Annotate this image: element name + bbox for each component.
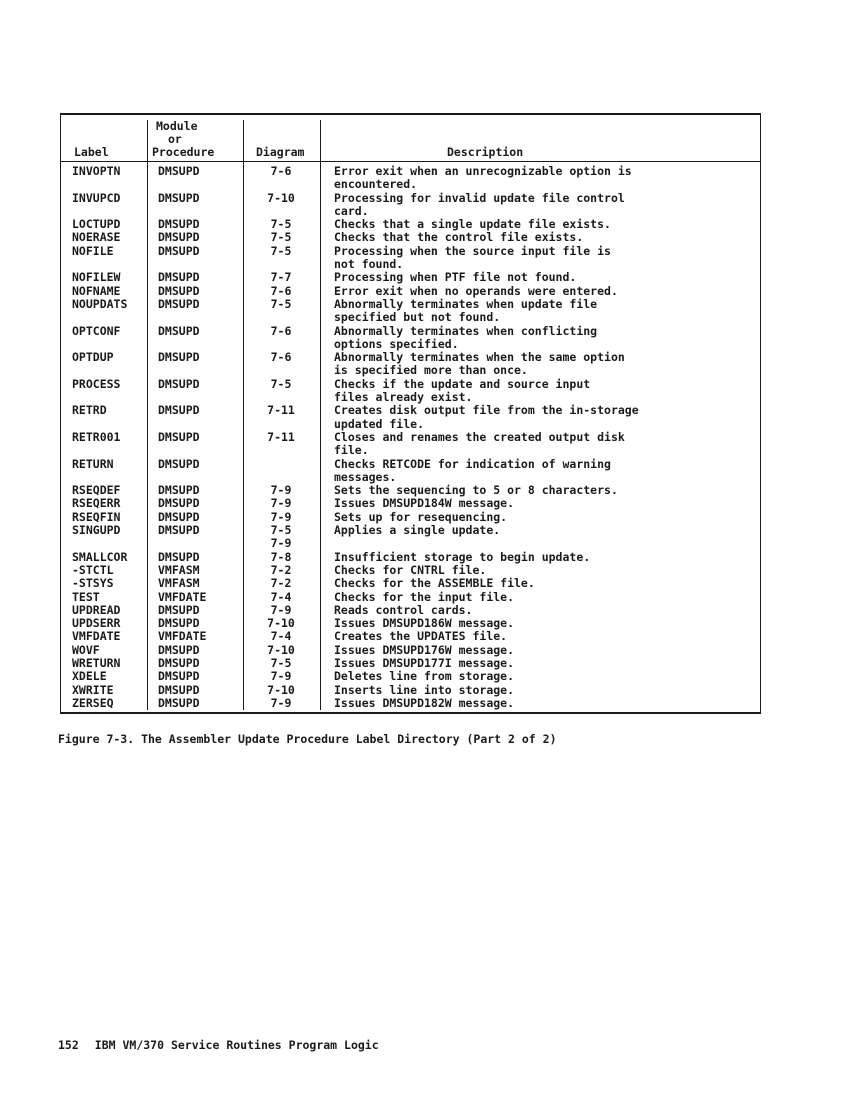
row-label: UPDSERR bbox=[72, 616, 121, 631]
row-description: Abnormally terminates when the same option bbox=[334, 350, 625, 365]
row-label: RSEQERR bbox=[72, 496, 121, 511]
row-label: XWRITE bbox=[72, 682, 114, 697]
table-row bbox=[61, 630, 760, 643]
table-row bbox=[61, 670, 760, 683]
row-module: DMSUPD bbox=[158, 549, 200, 564]
row-description: Sets the sequencing to 5 or 8 characters. bbox=[334, 483, 618, 498]
row-diagram: 7-5 bbox=[270, 376, 292, 391]
table-row bbox=[61, 285, 760, 298]
table-row bbox=[61, 604, 760, 617]
figure-caption: Figure 7-3. The Assembler Update Procedure Label Directory (Part 2 of 2) bbox=[58, 732, 557, 746]
row-module: DMSUPD bbox=[158, 429, 200, 444]
table-row bbox=[61, 617, 760, 630]
row-diagram: 7-9 bbox=[270, 509, 292, 524]
row-module: DMSUPD bbox=[158, 602, 200, 617]
table-row bbox=[61, 192, 760, 219]
row-diagram: 7-10 bbox=[267, 682, 295, 697]
row-description: Reads control cards. bbox=[334, 602, 473, 617]
row-label: WRETURN bbox=[72, 655, 121, 670]
header-module-line: or bbox=[168, 132, 182, 146]
row-description: Creates the UPDATES file. bbox=[334, 629, 508, 644]
row-module: DMSUPD bbox=[158, 296, 200, 311]
row-diagram: 7-5 bbox=[270, 655, 292, 670]
row-module: DMSUPD bbox=[158, 496, 200, 511]
row-module: DMSUPD bbox=[158, 190, 200, 205]
row-diagram: 7-4 bbox=[270, 589, 292, 604]
row-description: not found. bbox=[334, 257, 404, 272]
table-row bbox=[61, 551, 760, 564]
row-label: OPTCONF bbox=[72, 323, 121, 338]
table-row bbox=[61, 271, 760, 284]
row-module: VMFASM bbox=[158, 562, 200, 577]
row-description: Deletes line from storage. bbox=[334, 669, 515, 684]
row-diagram: 7-2 bbox=[270, 576, 292, 591]
row-label: ZERSEQ bbox=[72, 695, 114, 710]
row-description: Error exit when no operands were entered. bbox=[334, 283, 618, 298]
row-description: file. bbox=[334, 443, 369, 458]
row-label: SINGUPD bbox=[72, 523, 121, 538]
table-row bbox=[61, 431, 760, 458]
row-description: updated file. bbox=[334, 416, 425, 431]
row-description: is specified more than once. bbox=[334, 363, 528, 378]
row-diagram: 7-6 bbox=[270, 283, 292, 298]
row-description: Checks that a single update file exists. bbox=[334, 217, 611, 232]
table-row bbox=[61, 484, 760, 497]
header-module-line: Module bbox=[156, 119, 198, 133]
table-body bbox=[61, 162, 760, 712]
row-description: Issues DMSUPD177I message. bbox=[334, 655, 515, 670]
row-module: DMSUPD bbox=[158, 616, 200, 631]
row-label: UPDREAD bbox=[72, 602, 121, 617]
row-module: DMSUPD bbox=[158, 483, 200, 498]
row-diagram: 7-5 bbox=[270, 230, 292, 245]
row-diagram: 7-9 bbox=[270, 483, 292, 498]
row-description: Processing when PTF file not found. bbox=[334, 270, 577, 285]
row-label: -STSYS bbox=[72, 576, 114, 591]
row-module: DMSUPD bbox=[158, 456, 200, 471]
row-module: VMFDATE bbox=[158, 629, 207, 644]
row-description: Checks RETCODE for indication of warning bbox=[334, 456, 611, 471]
table-row bbox=[61, 351, 760, 378]
table-row bbox=[61, 458, 760, 485]
table-row bbox=[61, 497, 760, 510]
row-module: VMFASM bbox=[158, 576, 200, 591]
row-module: DMSUPD bbox=[158, 669, 200, 684]
row-label: NOERASE bbox=[72, 230, 121, 245]
row-diagram: 7-8 bbox=[270, 549, 292, 564]
row-label: -STCTL bbox=[72, 562, 114, 577]
row-diagram: 7-5 bbox=[270, 217, 292, 232]
row-module: DMSUPD bbox=[158, 403, 200, 418]
row-diagram: 7-10 bbox=[267, 642, 295, 657]
row-diagram: 7-4 bbox=[270, 629, 292, 644]
row-description: Inserts line into storage. bbox=[334, 682, 515, 697]
table-row bbox=[61, 524, 760, 551]
row-description: Checks for the ASSEMBLE file. bbox=[334, 576, 535, 591]
row-label: VMFDATE bbox=[72, 629, 121, 644]
row-diagram: 7-6 bbox=[270, 350, 292, 365]
header-description: Description bbox=[447, 145, 524, 159]
row-description: messages. bbox=[334, 469, 397, 484]
header-label: Label bbox=[74, 145, 109, 159]
row-description: card. bbox=[334, 203, 369, 218]
header-diagram: Diagram bbox=[256, 145, 305, 159]
row-diagram: 7-2 bbox=[270, 562, 292, 577]
page-number: 152 bbox=[58, 1038, 79, 1052]
table-row bbox=[61, 657, 760, 670]
table-row bbox=[61, 298, 760, 325]
row-label: NOFNAME bbox=[72, 283, 121, 298]
table-row bbox=[61, 218, 760, 231]
row-diagram: 7-5 bbox=[270, 523, 292, 538]
row-description: Checks that the control file exists. bbox=[334, 230, 584, 245]
row-description: Issues DMSUPD176W message. bbox=[334, 642, 515, 657]
row-module: DMSUPD bbox=[158, 655, 200, 670]
table-row bbox=[61, 404, 760, 431]
row-description: Sets up for resequencing. bbox=[334, 509, 508, 524]
row-diagram: 7-5 bbox=[270, 243, 292, 258]
row-label: RSEQDEF bbox=[72, 483, 121, 498]
row-description: Closes and renames the created output disk bbox=[334, 429, 625, 444]
row-description: Checks for CNTRL file. bbox=[334, 562, 487, 577]
row-description: Processing for invalid update file control bbox=[334, 190, 625, 205]
table-row bbox=[61, 325, 760, 352]
row-module: DMSUPD bbox=[158, 376, 200, 391]
row-diagram: 7-9 bbox=[270, 695, 292, 710]
row-module: DMSUPD bbox=[158, 270, 200, 285]
table-header bbox=[61, 115, 760, 162]
table-row bbox=[61, 577, 760, 590]
row-diagram: 7-9 bbox=[270, 669, 292, 684]
row-module: DMSUPD bbox=[158, 164, 200, 178]
row-label: OPTDUP bbox=[72, 350, 114, 365]
row-diagram: 7-6 bbox=[270, 164, 292, 178]
row-module: DMSUPD bbox=[158, 283, 200, 298]
row-label: PROCESS bbox=[72, 376, 121, 391]
row-description: Checks for the input file. bbox=[334, 589, 515, 604]
row-module: DMSUPD bbox=[158, 323, 200, 338]
row-description: Checks if the update and source input bbox=[334, 376, 591, 391]
row-diagram: 7-9 bbox=[270, 496, 292, 511]
row-description: Insufficient storage to begin update. bbox=[334, 549, 591, 564]
row-label: XDELE bbox=[72, 669, 107, 684]
row-module: DMSUPD bbox=[158, 523, 200, 538]
row-module: DMSUPD bbox=[158, 230, 200, 245]
table-row bbox=[61, 684, 760, 697]
header-module-line: Procedure bbox=[152, 145, 215, 159]
row-description: Issues DMSUPD186W message. bbox=[334, 616, 515, 631]
row-description: files already exist. bbox=[334, 390, 473, 405]
table-row bbox=[61, 245, 760, 272]
table-row bbox=[61, 644, 760, 657]
row-label: RETURN bbox=[72, 456, 114, 471]
row-description: specified but not found. bbox=[334, 310, 501, 325]
row-description: encountered. bbox=[334, 177, 418, 192]
row-description: Applies a single update. bbox=[334, 523, 501, 538]
table-row bbox=[61, 564, 760, 577]
row-diagram: 7-5 bbox=[270, 296, 292, 311]
row-label: RSEQFIN bbox=[72, 509, 121, 524]
row-label: WOVF bbox=[72, 642, 100, 657]
row-diagram: 7-10 bbox=[267, 616, 295, 631]
row-diagram: 7-9 bbox=[270, 602, 292, 617]
row-description: Processing when the source input file is bbox=[334, 243, 611, 258]
table-row bbox=[61, 591, 760, 604]
row-label: RETRD bbox=[72, 403, 107, 418]
row-module: DMSUPD bbox=[158, 695, 200, 710]
row-description: Creates disk output file from the in-storage bbox=[334, 403, 639, 418]
row-description: Issues DMSUPD184W message. bbox=[334, 496, 515, 511]
row-module: DMSUPD bbox=[158, 217, 200, 232]
table-row bbox=[61, 231, 760, 244]
row-label: LOCTUPD bbox=[72, 217, 121, 232]
table-row bbox=[61, 511, 760, 524]
footer-title: IBM VM/370 Service Routines Program Logic bbox=[94, 1038, 379, 1052]
row-diagram: 7-7 bbox=[270, 270, 292, 285]
row-description: Error exit when an unrecognizable option is bbox=[334, 164, 632, 178]
row-label: INVUPCD bbox=[72, 190, 121, 205]
label-directory-table bbox=[60, 113, 761, 714]
row-label: TEST bbox=[72, 589, 100, 604]
row-label: NOUPDATS bbox=[72, 296, 128, 311]
row-description: Issues DMSUPD182W message. bbox=[334, 695, 515, 710]
row-description: Abnormally terminates when update file bbox=[334, 296, 598, 311]
row-module: DMSUPD bbox=[158, 350, 200, 365]
row-description: Abnormally terminates when conflicting bbox=[334, 323, 598, 338]
row-diagram: 7-9 bbox=[270, 536, 292, 551]
row-module: DMSUPD bbox=[158, 243, 200, 258]
header-module bbox=[152, 120, 238, 159]
row-module: DMSUPD bbox=[158, 509, 200, 524]
row-label: SMALLCOR bbox=[72, 549, 128, 564]
row-module: DMSUPD bbox=[158, 642, 200, 657]
table-row bbox=[61, 165, 760, 192]
row-label: NOFILEW bbox=[72, 270, 121, 285]
row-label: RETR001 bbox=[72, 429, 121, 444]
row-description: options specified. bbox=[334, 336, 459, 351]
row-label: NOFILE bbox=[72, 243, 114, 258]
row-module: VMFDATE bbox=[158, 589, 207, 604]
row-module: DMSUPD bbox=[158, 682, 200, 697]
row-diagram: 7-6 bbox=[270, 323, 292, 338]
page-footer bbox=[58, 1038, 379, 1052]
row-diagram: 7-11 bbox=[267, 429, 295, 444]
row-diagram: 7-11 bbox=[267, 403, 295, 418]
table-row bbox=[61, 697, 760, 710]
row-diagram: 7-10 bbox=[267, 190, 295, 205]
row-label: INVOPTN bbox=[72, 164, 121, 178]
table-row bbox=[61, 378, 760, 405]
